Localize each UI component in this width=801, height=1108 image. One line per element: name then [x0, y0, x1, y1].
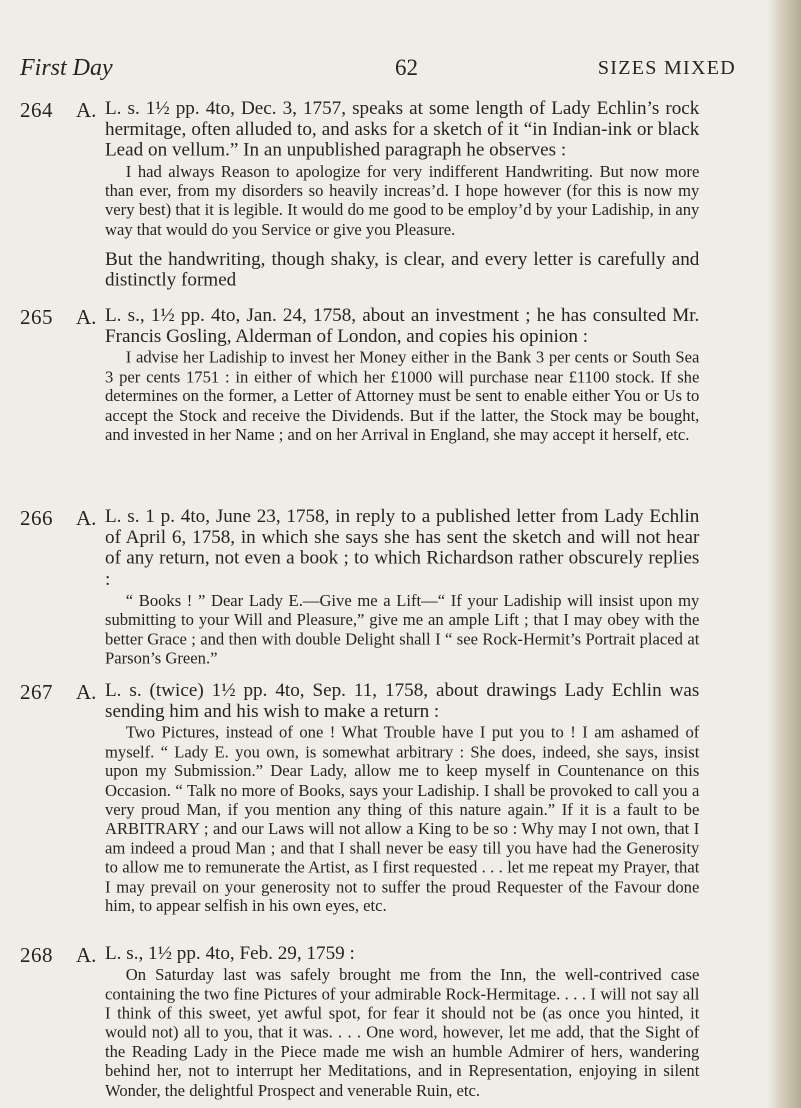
entry-quote: On Saturday last was safely brought me from the Inn, the well-contrived case containing the two fine Pictures of your admirable Rock-Hermitage. . . . I will not say all I think of this sweet, yet awful spot, for fear it should not be (as once you hinted, it would not) all to you, that it was. . . . One word, however, let me add, that the Sight of the Reading Lady in the Piece made me wish an humble Admirer of hers, wandering behind her, not to interrupt her Meditations, and in Representation, enjoying in silent Wonder, the delightful Prospect and venerable Ruin, etc. — [105, 965, 700, 1100]
lot-marker: A. — [76, 98, 97, 123]
entry-description: L. s. 1 p. 4to, June 23, 1758, in reply to a published letter from Lady Echlin of April 6, 1758, in which she says she has sent the sketch and will not hear of any return, not even a book ; to which Richardson rather obscurely replies : — [105, 505, 700, 590]
entry-description: L. s., 1½ pp. 4to, Feb. 29, 1759 : — [105, 943, 355, 965]
lot-number: 268 — [20, 943, 53, 968]
lot-marker: A. — [76, 680, 97, 705]
page-number: 62 — [395, 55, 418, 80]
lot-number: 266 — [20, 505, 53, 530]
entry-description: L. s., 1½ pp. 4to, Jan. 24, 1758, about an investment ; he has consulted Mr. Francis Gosling, Alderman of London, and copies his opinion : — [105, 304, 700, 347]
header-day: First Day — [20, 55, 113, 81]
lot-marker: A. — [76, 304, 97, 329]
entry-body — [105, 943, 699, 1100]
entry-quote: I advise her Ladiship to invest her Money either in the Bank 3 per cents or South Sea 3 per cents 1751 : in either of which her £1000 will purchase near £1100 stock. If she determines on the former, a Letter of Attorney must be sent to enable either You or Us to accept the Stock and receive the Dividends. But if the latter, the Stock may be bought, and invested in her Name ; and on her Arrival in England, she may accept it herself, etc. — [105, 347, 700, 444]
entry-note: But the handwriting, though shaky, is clear, and every letter is carefully and distinctly formed — [105, 249, 700, 291]
lot-marker: A. — [76, 943, 97, 968]
header-section: SIZES MIXED — [597, 57, 736, 79]
entry-body — [105, 680, 699, 915]
lot-marker: A. — [76, 505, 97, 530]
entry-quote: I had always Reason to apologize for very indifferent Handwriting. But now more than ever, from my disorders so heavily increas’d. I hope however (for this is now my very best) that it is legible. It would do me good to be employ’d by your Ladiship, in any way that would do you Service or give you Pleasure. — [105, 161, 700, 239]
entry-description: L. s. 1½ pp. 4to, Dec. 3, 1757, speaks at some length of Lady Echlin’s rock hermitage, often alluded to, and asks for a sketch of it “in Indian-ink or black Lead on vellum.” In an unpublished paragraph he observes : — [105, 98, 700, 161]
page-edge-shadow — [767, 0, 801, 1108]
lot-number: 264 — [20, 98, 53, 123]
entry-quote: Two Pictures, instead of one ! What Trouble have I put you to ! I am ashamed of myself. “ Lady E. you own, is somewhat arbitrary : She does, indeed, she says, insist upon my Submission.” Dear Lady, allow me to keep myself in Countenance on this Occasion. “ Talk no more of Books, says your Ladiship. I shall be provoked to call you a very proud Man, if you mention any thing of this nature again.” If it is a fault to be ARBITRARY ; and our Laws will not allow a King to be so : Why may I not own, that I am indeed a proud Man ; and that I shall never be easy till you have had the Generosity to allow me to remunerate the Artist, as I first requested . . . let me repeat my Prayer, that I may prevail on your generosity not to suffer the proud Requester of the Favour done him, to appear selfish in his own eyes, etc. — [105, 723, 700, 916]
lot-number: 265 — [20, 304, 53, 329]
entry-description: L. s. (twice) 1½ pp. 4to, Sep. 11, 1758, about drawings Lady Echlin was sending him and his wish to make a return : — [105, 680, 700, 722]
entry-quote: “ Books ! ” Dear Lady E.—Give me a Lift—“ If your Ladiship will insist upon my submitting to your Will and Pleasure,” give me an ample Lift ; that I may obey with the better Grace ; and then with double Delight shall I “ see Rock-Hermit’s Portrait placed at Parson’s Green.” — [105, 590, 700, 668]
running-header — [20, 55, 736, 85]
lot-number: 267 — [20, 680, 53, 705]
entry-body — [105, 506, 699, 668]
entry-body — [105, 305, 699, 444]
entry-body — [105, 98, 699, 291]
